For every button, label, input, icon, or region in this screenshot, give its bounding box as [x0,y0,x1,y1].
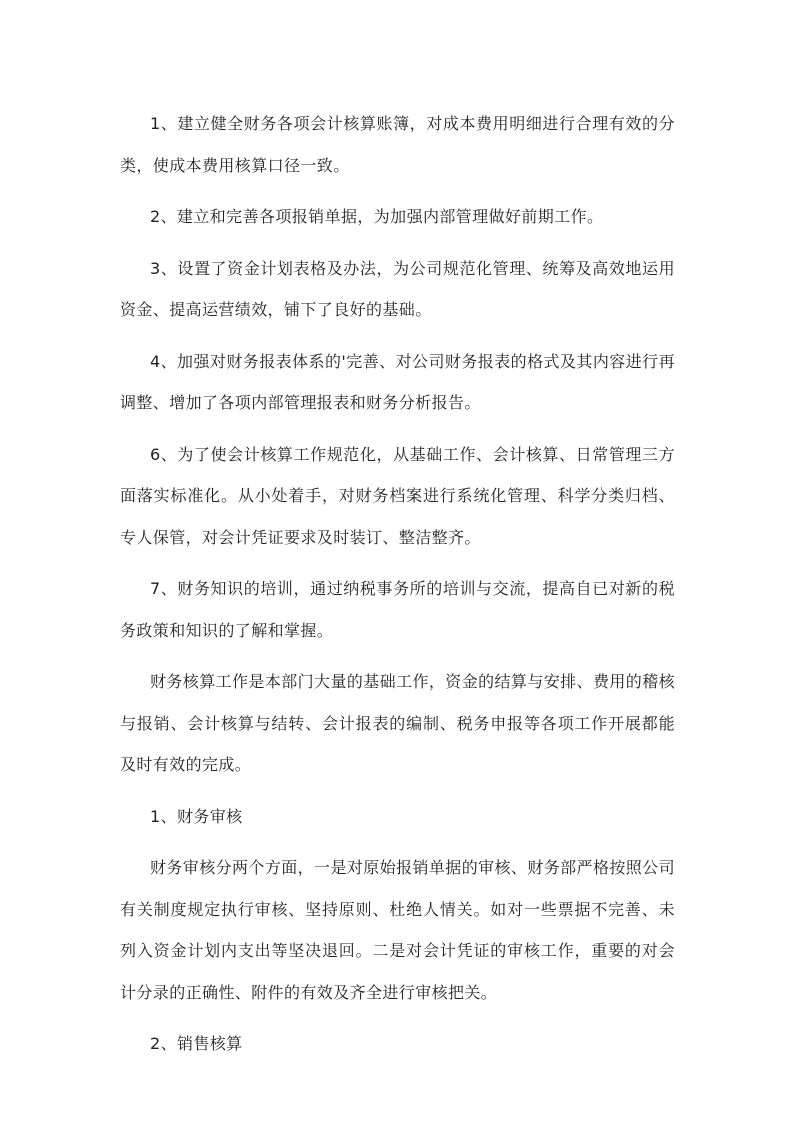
document-body [120,103,675,1075]
paragraph-training: 7、财务知识的培训，通过纳税事务所的培训与交流，提高自已对新的税务政策和知识的了解和掌握。 [120,579,675,640]
paragraph-standardization: 6、为了使会计核算工作规范化，从基础工作、会计核算、日常管理三方面落实标准化。从小处着手，对财务档案进行系统化管理、科学分类归档、专人保管，对会计凭证要求及时装订、整洁整齐。 [120,444,675,547]
paragraph-financial-reports: 4、加强对财务报表体系的'完善、对公司财务报表的格式及其内容进行再调整、增加了各项内部管理报表和财务分析报告。 [120,351,675,412]
paragraph-financial-audit: 财务审核分两个方面，一是对原始报销单据的审核、财务部严格按照公司有关制度规定执行审核、坚持原则、杜绝人情关。如对一些票据不完善、未列入资金计划内支出等坚决退回。二是对会计凭证的审核工作，重要的对会计分录的正确性、附件的有效及齐全进行审核把关。 [120,858,675,1002]
paragraph-reimbursement-forms: 2、建立和完善各项报销单据，为加强内部管理做好前期工作。 [150,207,604,226]
paragraph-fund-plan: 3、设置了资金计划表格及办法，为公司规范化管理、统筹及高效地运用资金、提高运营绩效，铺下了良好的基础。 [120,258,675,319]
section-heading-financial-audit: 1、财务审核 [150,806,243,826]
paragraph-accounting-books: 1、建立健全财务各项会计核算账簿，对成本费用明细进行合理有效的分类，使成本费用核算口径一致。 [120,114,675,175]
paragraph-accounting-work: 财务核算工作是本部门大量的基础工作，资金的结算与安排、费用的稽核与报销、会计核算与结转、会计报表的编制、税务申报等各项工作开展都能及时有效的完成。 [120,672,675,774]
section-heading-sales-accounting: 2、销售核算 [150,1034,243,1053]
